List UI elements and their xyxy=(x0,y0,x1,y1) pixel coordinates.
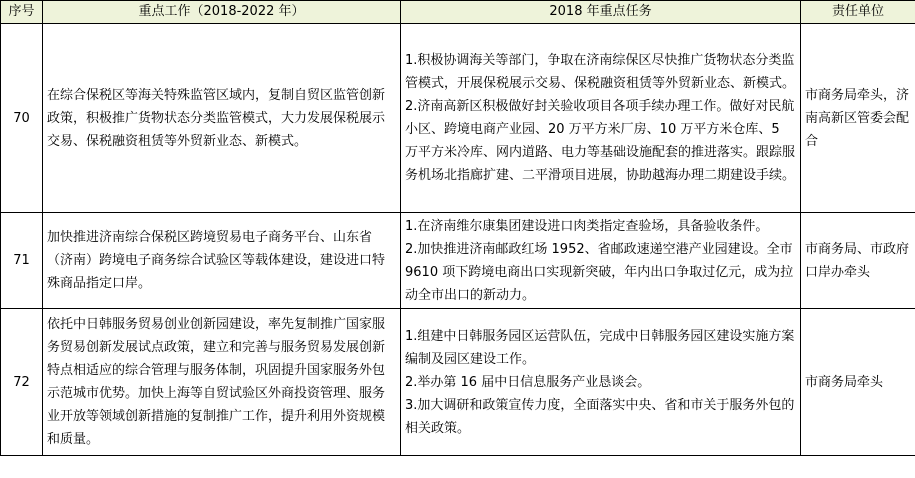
row-seq: 72 xyxy=(1,309,43,456)
task-item: 1.在济南维尔康集团建设进口肉类指定查验场，具备验收条件。 xyxy=(405,218,769,234)
task-item: 1.积极协调海关等部门，争取在济南综保区尽快推广货物状态分类监管模式，开展保税展示交易、保税融资租赁等外贸新业态、新模式。 xyxy=(405,53,796,91)
header-seq: 序号 xyxy=(1,1,43,24)
task-item: 1.组建中日韩服务园区运营队伍，完成中日韩服务园区建设实施方案编制及园区建设工作。 xyxy=(405,328,795,367)
header-owner: 责任单位 xyxy=(801,1,915,24)
row-owner: 市商务局牵头 xyxy=(801,309,915,456)
row-tasks xyxy=(401,213,801,309)
table-row xyxy=(1,213,915,309)
task-item: 2.举办第 16 届中日信息服务产业恳谈会。 xyxy=(405,374,651,390)
task-item: 3.加大调研和政策宣传力度，全面落实中央、省和市关于服务外包的相关政策。 xyxy=(405,397,795,436)
row-work: 加快推进济南综合保税区跨境贸易电子商务平台、山东省（济南）跨境电子商务综合试验区等载体建设，建设进口特殊商品指定口岸。 xyxy=(43,213,401,309)
row-owner: 市商务局牵头，济南高新区管委会配合 xyxy=(801,24,915,213)
table-row xyxy=(1,24,915,213)
row-seq: 70 xyxy=(1,24,43,213)
row-tasks xyxy=(401,24,801,213)
row-tasks xyxy=(401,309,801,456)
header-row xyxy=(1,1,915,24)
task-item: 2.济南高新区积极做好封关验收项目各项手续办理工作。做好对民航小区、跨境电商产业园、20 万平方米厂房、10 万平方米仓库、5 万平方米冷库、网内道路、电力等基础设施配套的推进落实。跟踪服务机场北指廊扩建、二平滑项目进展，协助越海办理二期建设手续。 xyxy=(405,99,796,183)
row-work: 依托中日韩服务贸易创业创新园建设，率先复制推广国家服务贸易创新发展试点政策，建立和完善与服务贸易发展创新特点相适应的综合管理与服务体制，巩固提升国家服务外包示范城市优势。加快上海等自贸试验区外商投资管理、服务业开放等领域创新措施的复制推广工作，提升利用外资规模和质量。 xyxy=(43,309,401,456)
row-work: 在综合保税区等海关特殊监管区域内，复制自贸区监管创新政策，积极推广货物状态分类监管模式，大力发展保税展示交易、保税融资租赁等外贸新业态、新模式。 xyxy=(43,24,401,213)
task-item: 2.加快推进济南邮政红场 1952、省邮政速递空港产业园建设。全市 9610 项下跨境电商出口实现新突破，年内出口争取过亿元，成为拉动全市出口的新动力。 xyxy=(405,241,794,303)
table-row xyxy=(1,309,915,456)
header-tasks: 2018 年重点任务 xyxy=(401,1,801,24)
row-owner: 市商务局、市政府口岸办牵头 xyxy=(801,213,915,309)
header-work: 重点工作（2018-2022 年） xyxy=(43,1,401,24)
row-seq: 71 xyxy=(1,213,43,309)
